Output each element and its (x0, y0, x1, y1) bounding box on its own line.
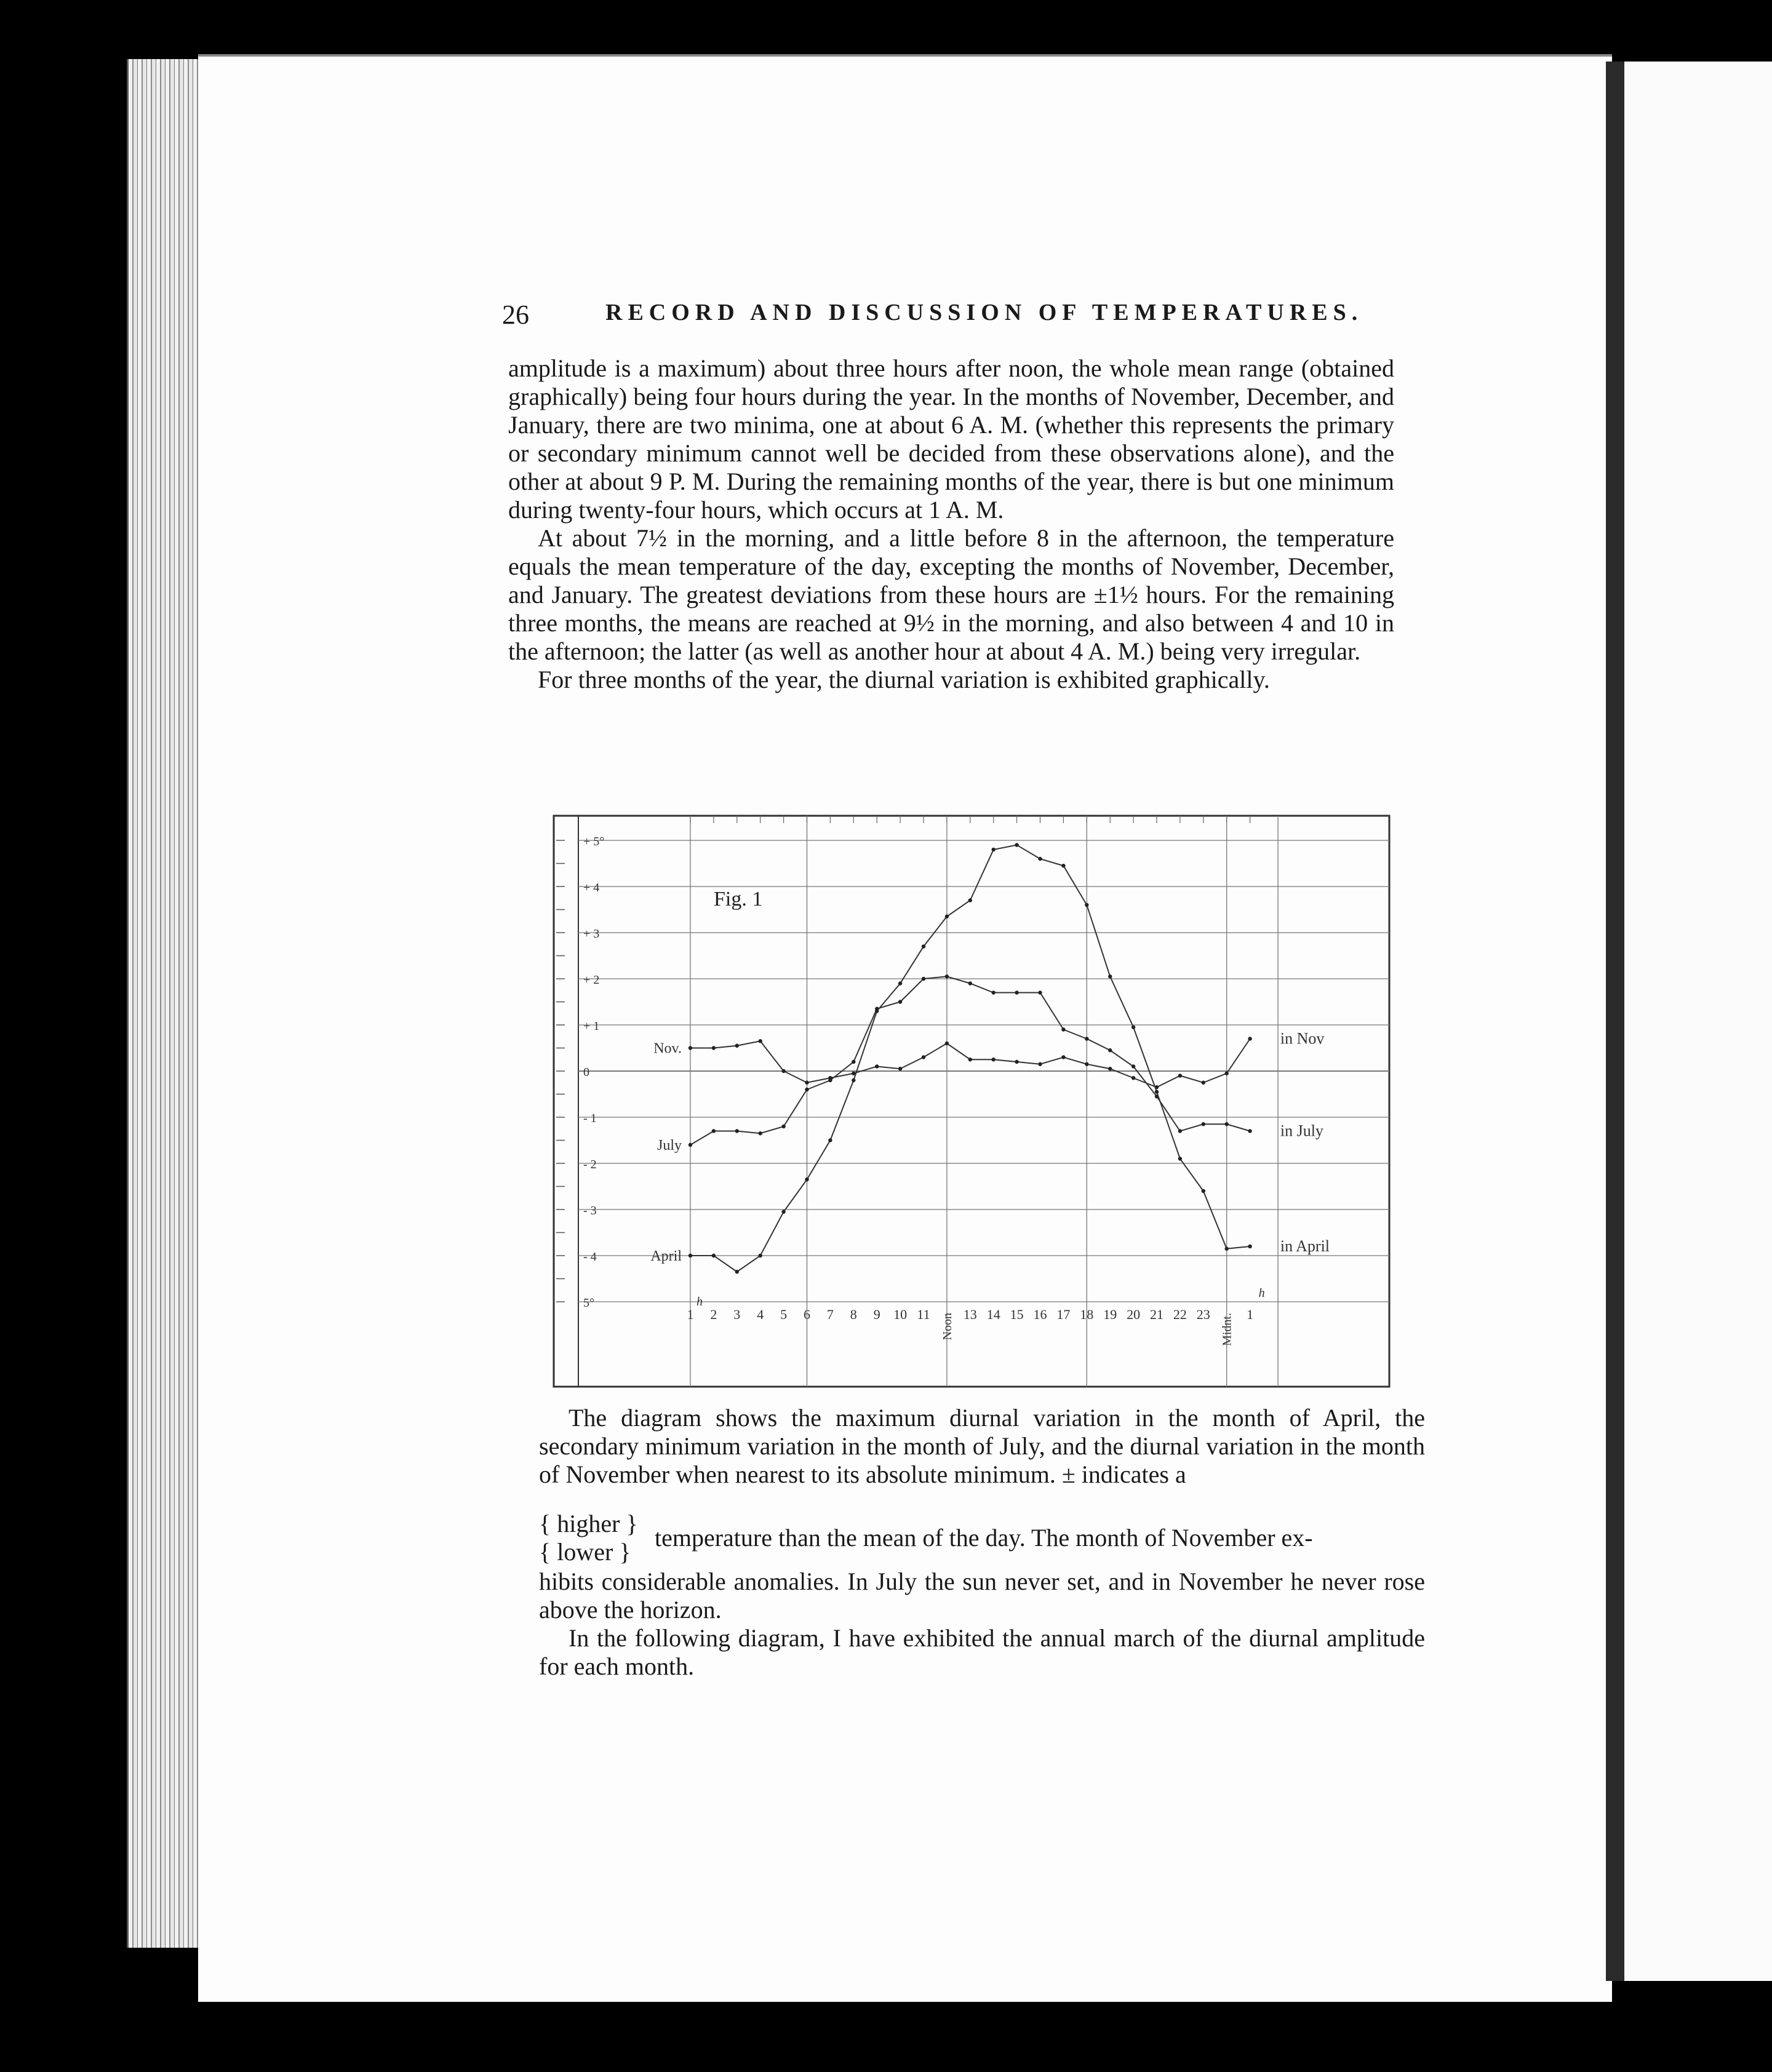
data-point (945, 974, 949, 978)
text-block-bottom (539, 1568, 1425, 1681)
data-point (992, 848, 996, 851)
brace-bottom-text: { lower } (539, 1538, 631, 1566)
series-label-left: Nov. (653, 1040, 682, 1057)
data-point (1038, 1062, 1042, 1066)
x-tick-label: 2 (710, 1307, 717, 1322)
page-number: 26 (502, 300, 529, 330)
paragraph: At about 7½ in the morning, and a little before 8 in the afternoon, the temperature equals the mean temperature of the day, excepting the months of November, December, and January. The greatest deviations from these hours are ±1½ hours. For the remaining three months, the means are reached at 9½ in the morning, and also between 4 and 10 in the afternoon; the latter (as well as another hour at about 4 A. M.) being very irregular. (508, 524, 1394, 665)
x-tick-label: Midnt. (1220, 1313, 1234, 1346)
data-point (781, 1125, 785, 1128)
data-point (968, 981, 972, 985)
running-title: RECORD AND DISCUSSION OF TEMPERATURES. (605, 300, 1363, 325)
x-tick-label: 9 (873, 1307, 880, 1322)
data-point (1225, 1247, 1229, 1251)
data-point (922, 944, 925, 948)
data-point (1038, 990, 1042, 994)
data-point (781, 1210, 785, 1214)
x-tick-label: 10 (893, 1307, 908, 1322)
x-tick-label: 5 (780, 1307, 788, 1322)
data-point (1085, 903, 1088, 907)
data-point (712, 1254, 716, 1257)
data-point (1061, 1055, 1065, 1059)
data-point (1202, 1189, 1205, 1193)
data-point (1178, 1157, 1182, 1160)
data-point (898, 1000, 902, 1003)
data-point (1108, 1067, 1112, 1070)
data-point (1061, 1027, 1065, 1031)
page-edge-stack (127, 59, 205, 1948)
data-point (1248, 1245, 1251, 1248)
data-point (688, 1254, 692, 1257)
text-block-caption (539, 1404, 1425, 1489)
figure-diurnal-variation (549, 799, 1397, 1393)
x-tick-label: 8 (850, 1307, 857, 1322)
data-point (1202, 1081, 1205, 1085)
paragraph: In the following diagram, I have exhibited the annual march of the diurnal amplitude for each month. (539, 1624, 1425, 1680)
paragraph: The diagram shows the maximum diurnal variation in the month of April, the secondary minimum variation in the month of July, and the diurnal variation in the month of November when nearest to its absolute minimum. ± indicates a (539, 1404, 1425, 1488)
data-point (781, 1069, 785, 1073)
y-tick-label: + 1 (583, 1019, 600, 1033)
paragraph: hibits considerable anomalies. In July the sun never set, and in November he never rose above the horizon. (539, 1568, 1425, 1624)
x-tick-label: 4 (757, 1307, 764, 1322)
data-point (712, 1046, 716, 1050)
data-point (1178, 1129, 1182, 1133)
data-point (852, 1078, 855, 1082)
data-point (805, 1088, 808, 1091)
data-point (1131, 1076, 1135, 1080)
y-tick-label: - 3 (583, 1204, 597, 1217)
data-point (922, 1055, 925, 1059)
x-tick-label: 20 (1127, 1307, 1141, 1322)
data-point (735, 1129, 739, 1133)
data-point (1015, 1060, 1018, 1064)
data-point (1178, 1074, 1182, 1077)
x-tick-label: 14 (986, 1307, 1000, 1322)
x-tick-label: Noon (940, 1313, 954, 1341)
data-point (1248, 1129, 1251, 1133)
data-point (875, 1009, 879, 1013)
data-point (898, 981, 902, 985)
data-point (1202, 1122, 1205, 1126)
y-tick-label: + 5° (583, 835, 605, 848)
paragraph: amplitude is a maximum) about three hours after noon, the whole mean range (obtained graphically) being four hours during the year. In the months of November, December, and January, there are two minima, one at about 6 A. M. (whether this represents the primary or secondary minimum cannot well be decided from these observations alone), and the other at about 9 P. M. During the remaining months of the year, there is but one minimum during twenty-four hours, which occurs at 1 A. M. (508, 354, 1394, 524)
data-point (875, 1064, 879, 1068)
brace-top-text: { higher } (539, 1510, 638, 1537)
data-point (1085, 1037, 1088, 1040)
series-line (690, 1039, 1250, 1088)
y-tick-label: - 4 (583, 1250, 597, 1264)
data-point (968, 898, 972, 902)
data-point (1108, 1048, 1112, 1052)
data-point (759, 1039, 762, 1043)
data-point (759, 1131, 762, 1135)
brace-group (539, 1510, 644, 1566)
data-point (968, 1058, 972, 1061)
x-tick-label: 7 (826, 1307, 834, 1322)
brace-rest-text: temperature than the mean of the day. The month of November ex- (655, 1524, 1313, 1552)
data-point (1131, 1026, 1135, 1029)
data-point (1248, 1037, 1251, 1040)
data-point (805, 1177, 808, 1181)
hour-marker: h (1258, 1286, 1265, 1300)
data-point (852, 1060, 855, 1064)
y-tick-label: 0 (583, 1066, 589, 1079)
data-point (828, 1078, 832, 1082)
y-tick-label: 5° (583, 1296, 594, 1310)
x-tick-label: 23 (1196, 1307, 1210, 1322)
data-point (1085, 1062, 1088, 1066)
data-point (922, 977, 925, 981)
data-point (735, 1044, 739, 1048)
data-point (992, 990, 996, 994)
series-label-right: in Nov (1280, 1029, 1325, 1048)
data-point (992, 1058, 996, 1061)
data-point (1131, 1064, 1135, 1068)
book-gutter (1606, 62, 1627, 1981)
data-point (1015, 990, 1018, 994)
chart-svg (549, 799, 1397, 1393)
y-tick-label: + 4 (583, 881, 600, 895)
data-point (735, 1270, 739, 1273)
data-point (712, 1129, 716, 1133)
data-point (898, 1067, 902, 1070)
x-tick-label: 11 (917, 1307, 930, 1322)
x-tick-label: 18 (1080, 1307, 1094, 1322)
facing-page (1624, 62, 1772, 1981)
y-tick-label: + 2 (583, 973, 600, 987)
data-point (1225, 1072, 1229, 1075)
x-tick-label: 15 (1010, 1307, 1024, 1322)
y-tick-label: - 2 (583, 1158, 597, 1171)
hour-marker: h (696, 1295, 703, 1309)
data-point (828, 1138, 832, 1142)
chart-title: Fig. 1 (714, 888, 763, 910)
x-tick-label: 1 (687, 1307, 694, 1322)
data-point (945, 915, 949, 918)
x-tick-label: 17 (1056, 1307, 1071, 1322)
x-tick-label: 21 (1150, 1307, 1163, 1322)
data-point (759, 1254, 762, 1257)
x-tick-label: 19 (1103, 1307, 1117, 1322)
series-label-right: in July (1280, 1122, 1323, 1140)
data-point (1038, 857, 1042, 861)
data-point (1155, 1090, 1159, 1094)
series-label-left: July (657, 1138, 682, 1154)
x-tick-label: 22 (1173, 1307, 1187, 1322)
data-point (1225, 1122, 1229, 1126)
data-point (1108, 974, 1112, 978)
x-tick-label: 1 (1247, 1307, 1254, 1322)
data-point (805, 1081, 808, 1085)
y-tick-label: - 1 (583, 1112, 597, 1125)
paragraph: For three months of the year, the diurnal variation is exhibited graphically. (538, 666, 1270, 693)
text-block-top (508, 354, 1394, 694)
data-point (688, 1143, 692, 1147)
y-tick-label: + 3 (583, 927, 600, 941)
series-label-right: in April (1280, 1237, 1330, 1255)
data-point (688, 1046, 692, 1050)
data-point (1061, 864, 1065, 867)
data-point (945, 1042, 949, 1045)
x-tick-label: 3 (733, 1307, 741, 1322)
brace-line (539, 1510, 1425, 1568)
data-point (1015, 843, 1018, 847)
x-tick-label: 16 (1033, 1307, 1047, 1322)
x-tick-label: 6 (804, 1307, 810, 1322)
x-tick-label: 13 (963, 1307, 977, 1322)
series-label-left: April (650, 1248, 682, 1264)
